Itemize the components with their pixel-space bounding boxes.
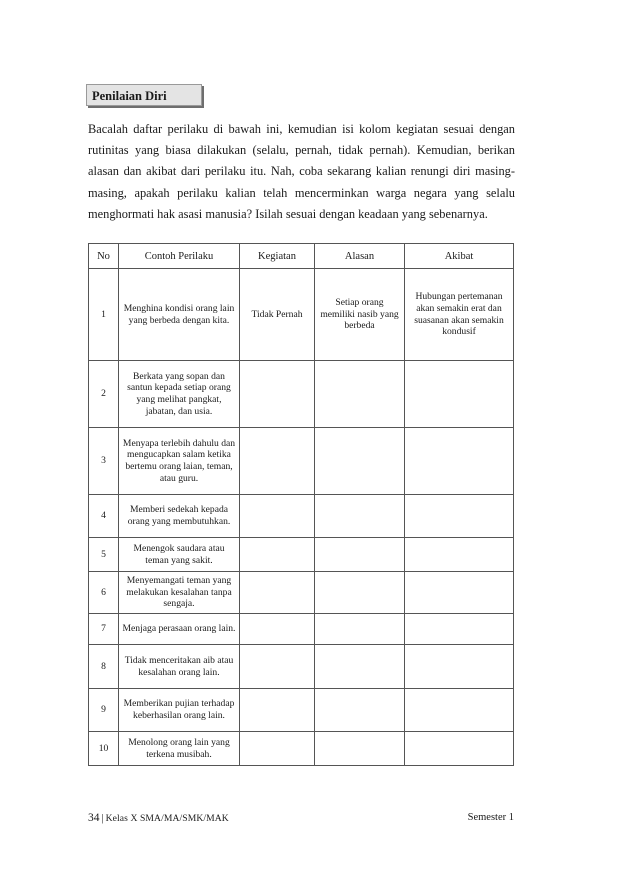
effect-cell[interactable] — [405, 572, 514, 614]
table-row — [89, 538, 514, 572]
table-row — [89, 614, 514, 645]
row-number: 8 — [89, 645, 119, 689]
table-row — [89, 361, 514, 428]
row-number: 6 — [89, 572, 119, 614]
behavior-cell: Menolong orang lain yang terkena musibah. — [119, 732, 240, 766]
reason-cell[interactable] — [315, 428, 405, 495]
effect-cell[interactable] — [405, 538, 514, 572]
table-row — [89, 572, 514, 614]
activity-cell[interactable]: Tidak Pernah — [240, 269, 315, 361]
row-number: 4 — [89, 495, 119, 538]
behavior-cell: Berkata yang sopan dan santun kepada setiap orang yang melihat pangkat, jabatan, dan usia. — [119, 361, 240, 428]
activity-cell[interactable] — [240, 572, 315, 614]
reason-cell[interactable] — [315, 689, 405, 732]
row-number: 1 — [89, 269, 119, 361]
header-activity: Kegiatan — [240, 244, 315, 269]
row-number: 5 — [89, 538, 119, 572]
activity-cell[interactable] — [240, 495, 315, 538]
behavior-cell: Menyapa terlebih dahulu dan mengucapkan salam ketika bertemu orang laian, teman, atau guru. — [119, 428, 240, 495]
table-row — [89, 645, 514, 689]
activity-cell[interactable] — [240, 538, 315, 572]
behavior-cell: Menyemangati teman yang melakukan kesalahan tanpa sengaja. — [119, 572, 240, 614]
effect-cell[interactable]: Hubungan pertemanan akan semakin erat dan suasanan akan semakin kondusif — [405, 269, 514, 361]
activity-cell[interactable] — [240, 645, 315, 689]
intro-paragraph: Bacalah daftar perilaku di bawah ini, kemudian isi kolom kegiatan sesuai dengan rutinitas yang biasa dilakukan (selalu, pernah, tidak pernah). Kemudian, berikan alasan dan akibat dari perilaku itu. Nah, coba sekarang kalian renungi diri masing- masing, apakah perilaku kalian telah mencerminkan warga negara yang selalu menghormati hak asasi manusia? Isilah sesuai dengan keadaan yang sebenarnya. — [88, 122, 515, 221]
footer-separator: | — [101, 813, 104, 824]
row-number: 10 — [89, 732, 119, 766]
book-title: Kelas X SMA/MA/SMK/MAK — [105, 813, 229, 824]
header-reason: Alasan — [315, 244, 405, 269]
effect-cell[interactable] — [405, 361, 514, 428]
activity-cell[interactable] — [240, 428, 315, 495]
header-no: No — [89, 244, 119, 269]
behavior-cell: Menengok saudara atau teman yang sakit. — [119, 538, 240, 572]
table-header-row — [89, 244, 514, 269]
effect-cell[interactable] — [405, 689, 514, 732]
table-row — [89, 269, 514, 361]
effect-cell[interactable] — [405, 732, 514, 766]
activity-cell[interactable] — [240, 361, 315, 428]
effect-cell[interactable] — [405, 495, 514, 538]
activity-cell[interactable] — [240, 689, 315, 732]
semester-label: Semester 1 — [467, 812, 514, 823]
behavior-cell: Menjaga perasaan orang lain. — [119, 614, 240, 645]
activity-cell[interactable] — [240, 732, 315, 766]
row-number: 7 — [89, 614, 119, 645]
reason-cell[interactable] — [315, 614, 405, 645]
row-number: 2 — [89, 361, 119, 428]
table-row — [89, 428, 514, 495]
effect-cell[interactable] — [405, 614, 514, 645]
reason-cell[interactable] — [315, 572, 405, 614]
reason-cell[interactable] — [315, 495, 405, 538]
reason-cell[interactable] — [315, 645, 405, 689]
reason-cell[interactable] — [315, 732, 405, 766]
behavior-cell: Memberikan pujian terhadap keberhasilan orang lain. — [119, 689, 240, 732]
header-behavior: Contoh Perilaku — [119, 244, 240, 269]
table-row — [89, 689, 514, 732]
row-number: 9 — [89, 689, 119, 732]
table-row — [89, 495, 514, 538]
reason-cell[interactable] — [315, 361, 405, 428]
effect-cell[interactable] — [405, 428, 514, 495]
header-effect: Akibat — [405, 244, 514, 269]
reason-cell[interactable]: Setiap orang memiliki nasib yang berbeda — [315, 269, 405, 361]
effect-cell[interactable] — [405, 645, 514, 689]
behavior-cell: Tidak menceritakan aib atau kesalahan orang lain. — [119, 645, 240, 689]
behavior-table — [88, 243, 514, 766]
page-number: 34 — [88, 812, 100, 824]
activity-cell[interactable] — [240, 614, 315, 645]
footer-left — [88, 812, 229, 824]
behavior-cell: Menghina kondisi orang lain yang berbeda dengan kita. — [119, 269, 240, 361]
row-number: 3 — [89, 428, 119, 495]
reason-cell[interactable] — [315, 538, 405, 572]
behavior-cell: Memberi sedekah kepada orang yang membutuhkan. — [119, 495, 240, 538]
table-row — [89, 732, 514, 766]
section-title: Penilaian Diri — [86, 84, 202, 106]
